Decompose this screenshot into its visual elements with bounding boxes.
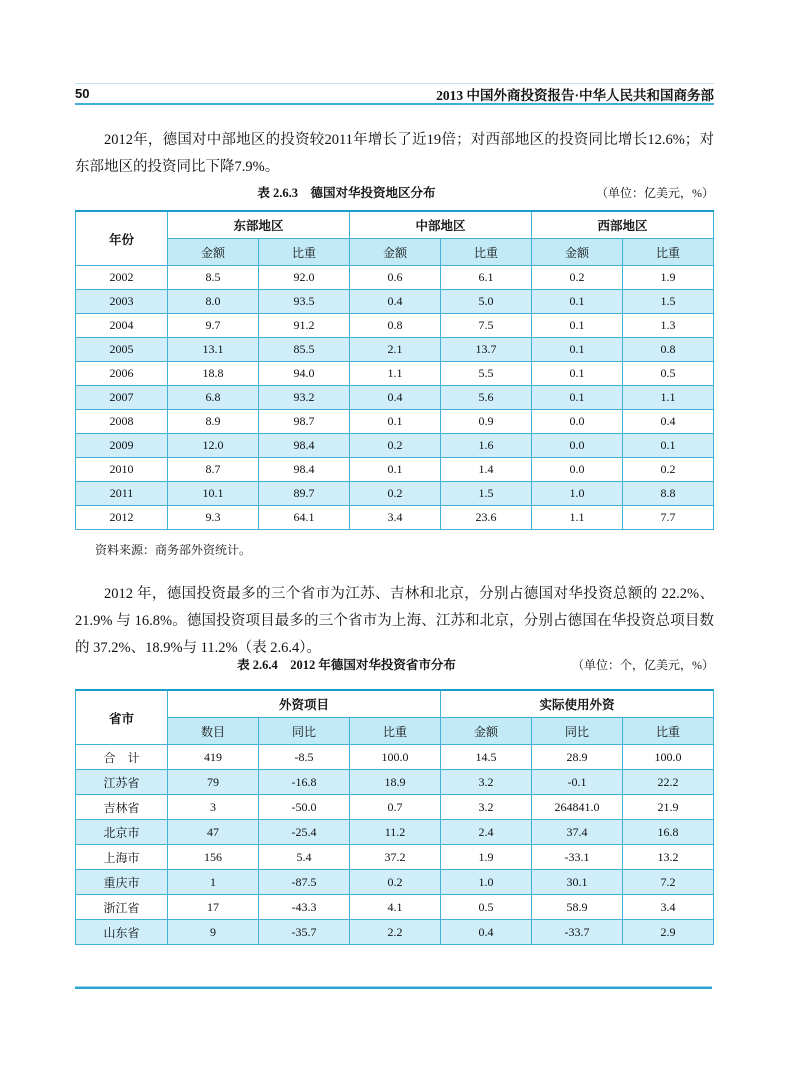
data-cell: 0.1: [350, 458, 441, 482]
paragraph-region-growth: 2012年，德国对中部地区的投资较2011年增长了近19倍；对西部地区的投资同比增长12.6%；对东部地区的投资同比下降7.9%。: [75, 131, 714, 175]
table-row: [76, 845, 714, 870]
data-cell: 0.4: [441, 920, 532, 945]
table-264-sub-header-row: [76, 718, 714, 745]
data-cell: -33.1: [532, 845, 623, 870]
data-cell: -87.5: [259, 870, 350, 895]
column-group-central: 中部地区: [350, 211, 532, 239]
data-cell: 92.0: [259, 266, 350, 290]
data-cell: 8.0: [168, 290, 259, 314]
row-header-cell: 2003: [76, 290, 168, 314]
table-row: [76, 770, 714, 795]
row-header-cell: 2005: [76, 338, 168, 362]
data-cell: 0.0: [532, 410, 623, 434]
data-cell: -8.5: [259, 745, 350, 770]
data-cell: 98.4: [259, 434, 350, 458]
data-cell: 1.6: [441, 434, 532, 458]
subheader-amount: 金额: [532, 239, 623, 266]
subheader-count: 数目: [168, 718, 259, 745]
row-header-cell: 浙江省: [76, 895, 168, 920]
data-cell: 0.6: [350, 266, 441, 290]
table-row: [76, 458, 714, 482]
paragraph-province-distribution: 2012 年，德国投资最多的三个省市为江苏、吉林和北京，分别占德国对华投资总额的 22.2%、21.9% 与 16.8%。德国投资项目最多的三个省市为上海、江苏和北京，分别占德国在华投资总项目数的 37.2%、18.9%与 11.2%（表 2.6.4）。: [75, 585, 714, 656]
data-cell: -43.3: [259, 895, 350, 920]
data-cell: 1.0: [532, 482, 623, 506]
data-cell: 98.4: [259, 458, 350, 482]
data-cell: 8.9: [168, 410, 259, 434]
data-cell: 47: [168, 820, 259, 845]
data-cell: 5.4: [259, 845, 350, 870]
table-row: [76, 410, 714, 434]
data-cell: 0.1: [532, 290, 623, 314]
data-cell: 18.8: [168, 362, 259, 386]
table-row: [76, 795, 714, 820]
subheader-share: 比重: [623, 718, 714, 745]
table-row: [76, 920, 714, 945]
row-header-cell: 北京市: [76, 820, 168, 845]
bottom-rule-dark-line: [75, 987, 712, 989]
table-row: [76, 895, 714, 920]
data-cell: 0.7: [350, 795, 441, 820]
data-cell: 0.2: [350, 434, 441, 458]
data-cell: 93.2: [259, 386, 350, 410]
data-cell: 3: [168, 795, 259, 820]
data-cell: 8.7: [168, 458, 259, 482]
table-row: [76, 338, 714, 362]
table-263-header: [76, 211, 714, 266]
table-row: [76, 266, 714, 290]
data-cell: 0.2: [623, 458, 714, 482]
data-cell: -35.7: [259, 920, 350, 945]
data-cell: 7.7: [623, 506, 714, 530]
data-cell: -16.8: [259, 770, 350, 795]
data-cell: 0.4: [350, 386, 441, 410]
table-263-caption: 表 2.6.3 德国对华投资地区分布: [257, 186, 436, 200]
running-header: [75, 83, 714, 105]
data-cell: 37.4: [532, 820, 623, 845]
table-row: [76, 362, 714, 386]
table-row: [76, 482, 714, 506]
data-cell: 93.5: [259, 290, 350, 314]
data-cell: 13.2: [623, 845, 714, 870]
data-cell: 0.1: [532, 386, 623, 410]
data-cell: 23.6: [441, 506, 532, 530]
data-cell: -33.7: [532, 920, 623, 945]
data-cell: 100.0: [623, 745, 714, 770]
data-cell: 1.1: [532, 506, 623, 530]
table-263-group-header-row: [76, 211, 714, 239]
data-cell: 37.2: [350, 845, 441, 870]
table-264-header: [76, 690, 714, 745]
table-263-caption-row: [75, 184, 714, 200]
row-header-cell: 重庆市: [76, 870, 168, 895]
table-264-province-distribution: [75, 689, 714, 945]
table-263-source-note: 资料来源：商务部外资统计。: [95, 543, 252, 557]
row-header-cell: 合 计: [76, 745, 168, 770]
row-header-cell: 2002: [76, 266, 168, 290]
row-header-cell: 2006: [76, 362, 168, 386]
data-cell: 0.4: [623, 410, 714, 434]
data-cell: 12.0: [168, 434, 259, 458]
row-header-cell: 2012: [76, 506, 168, 530]
data-cell: 85.5: [259, 338, 350, 362]
data-cell: 21.9: [623, 795, 714, 820]
data-cell: 13.1: [168, 338, 259, 362]
column-group-west: 西部地区: [532, 211, 714, 239]
table-263-sub-header-row: [76, 239, 714, 266]
column-group-east: 东部地区: [168, 211, 350, 239]
data-cell: 4.1: [350, 895, 441, 920]
subheader-amount: 金额: [168, 239, 259, 266]
data-cell: -0.1: [532, 770, 623, 795]
column-group-fdi-projects: 外资项目: [168, 690, 441, 718]
data-cell: 91.2: [259, 314, 350, 338]
subheader-yoy: 同比: [259, 718, 350, 745]
table-264-group-header-row: [76, 690, 714, 718]
data-cell: 30.1: [532, 870, 623, 895]
row-header-cell: 上海市: [76, 845, 168, 870]
subheader-share: 比重: [441, 239, 532, 266]
data-cell: 0.5: [623, 362, 714, 386]
table-row: [76, 290, 714, 314]
data-cell: 1: [168, 870, 259, 895]
row-header-cell: 2009: [76, 434, 168, 458]
data-cell: 79: [168, 770, 259, 795]
row-header-cell: 吉林省: [76, 795, 168, 820]
subheader-share: 比重: [350, 718, 441, 745]
table-263-corner-header: 年份: [76, 211, 168, 266]
data-cell: 0.5: [441, 895, 532, 920]
data-cell: -25.4: [259, 820, 350, 845]
data-cell: 1.5: [623, 290, 714, 314]
table-264-corner-header: 省市: [76, 690, 168, 745]
data-cell: 64.1: [259, 506, 350, 530]
data-cell: 264841.0: [532, 795, 623, 820]
data-cell: 0.1: [350, 410, 441, 434]
data-cell: 89.7: [259, 482, 350, 506]
table-row: [76, 386, 714, 410]
data-cell: 2.4: [441, 820, 532, 845]
data-cell: 0.0: [532, 458, 623, 482]
data-cell: 0.4: [350, 290, 441, 314]
data-cell: 1.1: [623, 386, 714, 410]
data-cell: 1.9: [441, 845, 532, 870]
table-263-region-distribution: [75, 210, 714, 530]
data-cell: 3.4: [623, 895, 714, 920]
data-cell: 6.1: [441, 266, 532, 290]
row-header-cell: 2007: [76, 386, 168, 410]
data-cell: 1.4: [441, 458, 532, 482]
column-group-utilized-fdi: 实际使用外资: [441, 690, 714, 718]
data-cell: 0.8: [350, 314, 441, 338]
data-cell: 9: [168, 920, 259, 945]
table-264-caption: 表 2.6.4 2012 年德国对华投资省市分布: [237, 658, 456, 672]
table-row: [76, 820, 714, 845]
data-cell: 16.8: [623, 820, 714, 845]
data-cell: 5.5: [441, 362, 532, 386]
table-264-unit: （单位：个，亿美元，%）: [572, 658, 714, 672]
data-cell: 0.8: [623, 338, 714, 362]
data-cell: 1.0: [441, 870, 532, 895]
data-cell: 98.7: [259, 410, 350, 434]
table-264-caption-row: [75, 656, 714, 672]
data-cell: 14.5: [441, 745, 532, 770]
data-cell: 17: [168, 895, 259, 920]
page-bottom-rule: [75, 986, 712, 989]
row-header-cell: 2010: [76, 458, 168, 482]
data-cell: 3.4: [350, 506, 441, 530]
table-264-body: [76, 745, 714, 945]
table-row: [76, 870, 714, 895]
data-cell: 3.2: [441, 770, 532, 795]
data-cell: 0.2: [350, 870, 441, 895]
table-row: [76, 314, 714, 338]
data-cell: 5.6: [441, 386, 532, 410]
row-header-cell: 2011: [76, 482, 168, 506]
data-cell: 0.2: [532, 266, 623, 290]
data-cell: 8.5: [168, 266, 259, 290]
row-header-cell: 2004: [76, 314, 168, 338]
row-header-cell: 山东省: [76, 920, 168, 945]
table-263-unit: （单位：亿美元，%）: [596, 186, 714, 200]
row-header-cell: 2008: [76, 410, 168, 434]
data-cell: 2.1: [350, 338, 441, 362]
table-row: [76, 434, 714, 458]
table-row: [76, 506, 714, 530]
table-row: [76, 745, 714, 770]
data-cell: 7.5: [441, 314, 532, 338]
data-cell: 9.3: [168, 506, 259, 530]
data-cell: 94.0: [259, 362, 350, 386]
data-cell: 0.9: [441, 410, 532, 434]
data-cell: 9.7: [168, 314, 259, 338]
data-cell: 0.2: [350, 482, 441, 506]
data-cell: 18.9: [350, 770, 441, 795]
data-cell: 10.1: [168, 482, 259, 506]
data-cell: 0.1: [532, 362, 623, 386]
data-cell: 156: [168, 845, 259, 870]
data-cell: 0.1: [623, 434, 714, 458]
data-cell: 100.0: [350, 745, 441, 770]
data-cell: 0.0: [532, 434, 623, 458]
data-cell: 13.7: [441, 338, 532, 362]
data-cell: 2.2: [350, 920, 441, 945]
data-cell: 1.9: [623, 266, 714, 290]
data-cell: 3.2: [441, 795, 532, 820]
data-cell: 0.1: [532, 314, 623, 338]
data-cell: 22.2: [623, 770, 714, 795]
subheader-share: 比重: [623, 239, 714, 266]
data-cell: 8.8: [623, 482, 714, 506]
table-263-body: [76, 266, 714, 530]
data-cell: 419: [168, 745, 259, 770]
row-header-cell: 江苏省: [76, 770, 168, 795]
data-cell: 5.0: [441, 290, 532, 314]
subheader-amount: 金额: [441, 718, 532, 745]
data-cell: -50.0: [259, 795, 350, 820]
data-cell: 58.9: [532, 895, 623, 920]
subheader-amount: 金额: [350, 239, 441, 266]
data-cell: 1.5: [441, 482, 532, 506]
data-cell: 1.1: [350, 362, 441, 386]
running-header-title: 2013 中国外商投资报告·中华人民共和国商务部: [436, 87, 714, 103]
data-cell: 0.1: [532, 338, 623, 362]
page-number: 50: [75, 86, 90, 101]
data-cell: 2.9: [623, 920, 714, 945]
subheader-share: 比重: [259, 239, 350, 266]
subheader-yoy: 同比: [532, 718, 623, 745]
data-cell: 1.3: [623, 314, 714, 338]
data-cell: 28.9: [532, 745, 623, 770]
data-cell: 11.2: [350, 820, 441, 845]
data-cell: 6.8: [168, 386, 259, 410]
data-cell: 7.2: [623, 870, 714, 895]
